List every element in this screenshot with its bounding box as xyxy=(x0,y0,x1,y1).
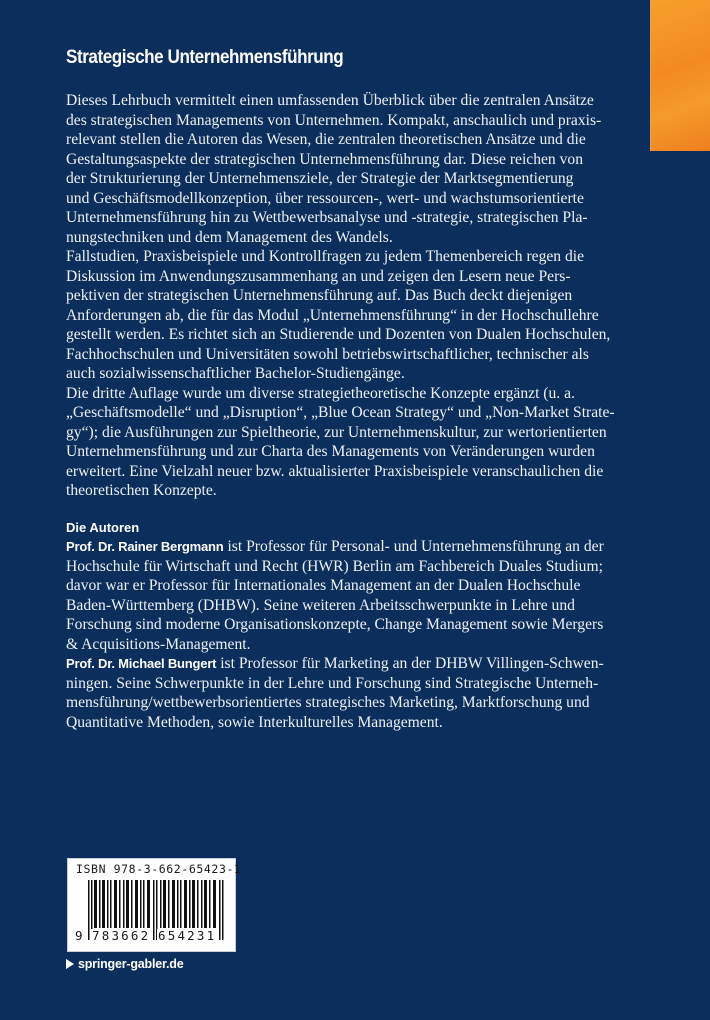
description-paragraph-2 xyxy=(66,247,646,384)
text-line: davor war er Professor für Internationales Management an der Dualen Hochschule xyxy=(66,577,581,594)
authors-heading: Die Autoren xyxy=(66,519,140,535)
text-line: erweitert. Eine Vielzahl neuer bzw. aktualisierter Praxisbeispiele veranschaulichen die xyxy=(66,462,604,480)
author-bio-bungert xyxy=(66,654,646,732)
description-paragraph-3 xyxy=(66,384,646,501)
text-line: Dieses Lehrbuch vermittelt einen umfassenden Überblick über die zentralen Ansätze xyxy=(66,92,594,109)
author-name: Prof. Dr. Michael Bungert xyxy=(66,656,217,671)
text-line: Fachhochschulen und Universitäten sowohl betriebswirtschaftlicher, technischer als xyxy=(66,345,589,363)
book-title: Strategische Unternehmensführung xyxy=(66,47,344,68)
ean-right-group: 654231 xyxy=(158,928,217,943)
publisher-link-text[interactable]: springer-gabler.de xyxy=(78,957,184,971)
text-line: mensführung/wettbewerbsorientiertes strategisches Marketing, Marktforschung und xyxy=(66,694,590,711)
text-line: pektiven der strategischen Unternehmensführung auf. Das Buch deckt diejenigen xyxy=(66,287,573,304)
text-line: relevant stellen die Autoren das Wesen, die zentralen theoretischen Ansätze und die xyxy=(66,131,586,148)
text-line: Hochschule für Wirtschaft und Recht (HWR) Berlin am Fachbereich Duales Studium; xyxy=(66,557,603,575)
publisher-link[interactable] xyxy=(66,957,183,971)
author-bio-text: ist Professor für Marketing an der DHBW Villingen-Schwen- xyxy=(216,655,604,672)
description-paragraph-1 xyxy=(66,91,646,247)
text-line: Diskussion im Anwendungszusammenhang an und zeigen den Lesern neue Pers- xyxy=(66,267,571,285)
text-line: Unternehmensführung hin zu Wettbewerbsanalyse und -strategie, strategischen Pla- xyxy=(66,209,588,226)
text-line: Fallstudien, Praxisbeispiele und Kontrollfragen zu jedem Themenbereich regen die xyxy=(66,248,585,265)
text-line: der Strukturierung der Unternehmensziele, der Strategie der Marktsegmentierung xyxy=(66,170,574,187)
play-triangle-icon xyxy=(66,959,74,969)
text-line: und Geschäftsmodellkonzeption, über ressourcen-, wert- und wachstumsorientierte xyxy=(66,189,584,207)
ean-first-digit: 9 xyxy=(75,928,85,943)
ean-left-group: 783662 xyxy=(92,928,151,943)
text-line: Baden-Württemberg (DHBW). Seine weiteren Arbeitsschwerpunkte in Lehre und xyxy=(66,596,575,614)
text-line: auch sozialwissenschaftlicher Bachelor-Studiengänge. xyxy=(66,365,405,382)
text-line: ningen. Seine Schwerpunkte in der Lehre und Forschung sind Strategische Unterneh- xyxy=(66,674,599,692)
author-bio-text: ist Professor für Personal- und Unternehmensführung an der xyxy=(223,538,604,555)
text-line: des strategischen Managements von Unternehmen. Kompakt, anschaulich und praxis- xyxy=(66,111,602,129)
isbn-label: ISBN 978-3-662-65423-1 xyxy=(76,862,242,876)
isbn-barcode xyxy=(67,858,242,952)
text-line: „Geschäftsmodelle“ und „Disruption“, „Blue Ocean Strategy“ und „Non-Market Strate- xyxy=(66,404,615,421)
author-name: Prof. Dr. Rainer Bergmann xyxy=(66,539,224,554)
text-line: Quantitative Methoden, sowie Interkulturelles Management. xyxy=(66,713,443,731)
text-line xyxy=(66,537,646,557)
text-line: nungstechniken und dem Management des Wandels. xyxy=(66,228,393,246)
author-bio-bergmann xyxy=(66,537,646,654)
text-line: Anforderungen ab, die für das Modul „Unternehmensführung“ in der Hochschullehre xyxy=(66,306,599,324)
text-line: gestellt werden. Es richtet sich an Studierende und Dozenten von Dualen Hochschulen, xyxy=(66,326,611,343)
text-line: Forschung sind moderne Organisationskonzepte, Change Management sowie Mergers xyxy=(66,616,604,633)
text-line: Unternehmensführung und zur Charta des Managements von Veränderungen wurden xyxy=(66,443,595,460)
text-line: gy“); die Ausführungen zur Spieltheorie, zur Unternehmenskultur, zur wertorientierten xyxy=(66,423,607,441)
back-cover-text xyxy=(66,44,646,732)
text-line: & Acquisitions-Management. xyxy=(66,635,251,653)
text-line: Gestaltungsaspekte der strategischen Unternehmensführung dar. Diese reichen von xyxy=(66,150,584,168)
orange-accent-strip xyxy=(650,0,710,151)
text-line: Die dritte Auflage wurde um diverse strategietheoretische Konzepte ergänzt (u. a. xyxy=(66,384,575,402)
text-line xyxy=(66,654,646,674)
text-line: theoretischen Konzepte. xyxy=(66,482,217,499)
